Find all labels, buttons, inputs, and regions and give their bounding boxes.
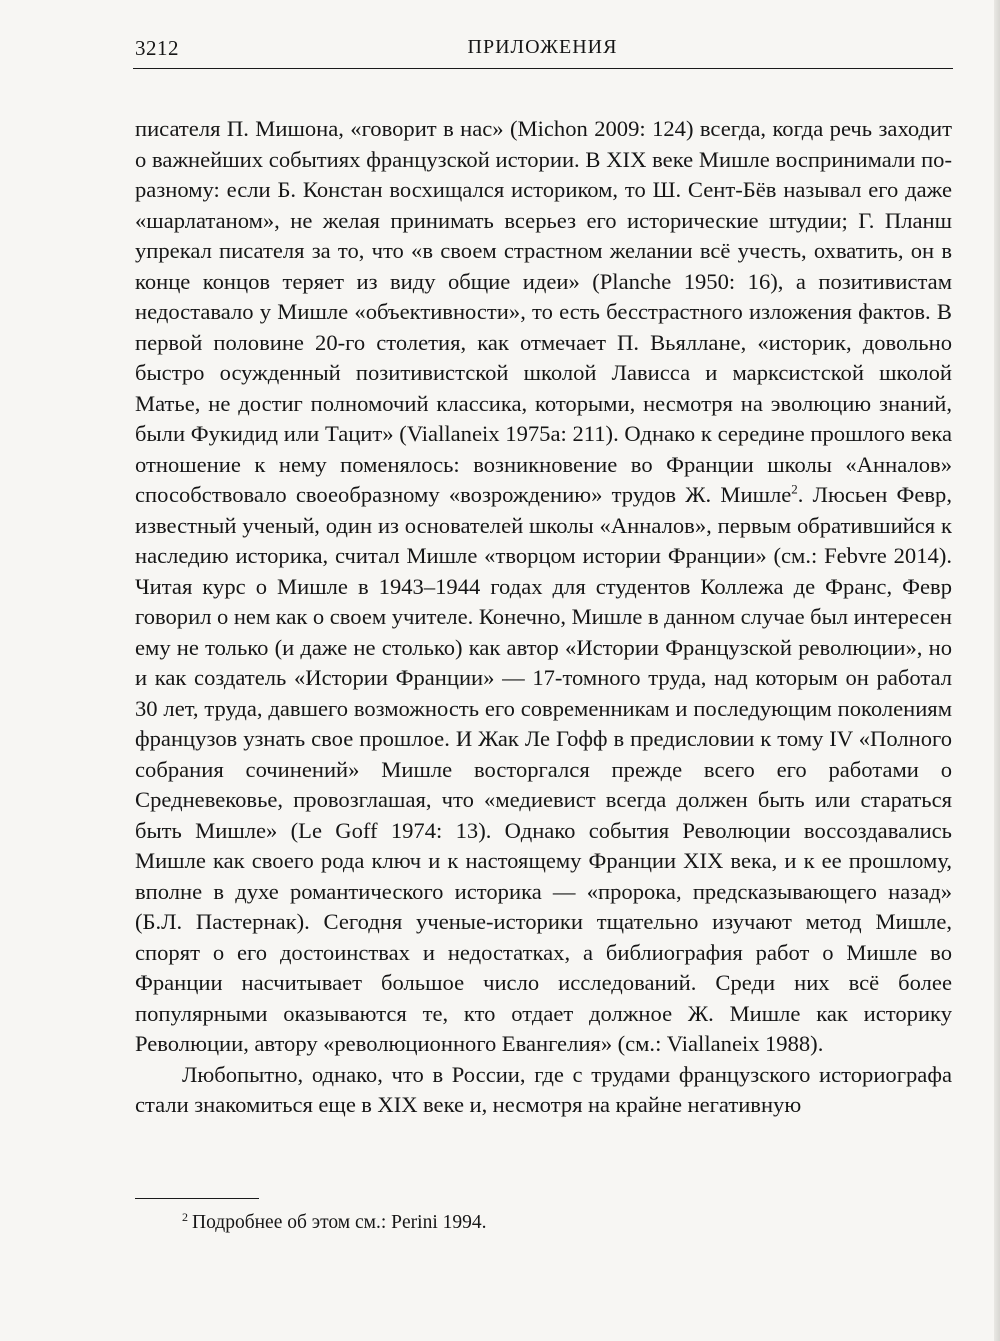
page-number: 3212 <box>135 36 179 60</box>
paragraph-1-text-b: . Люсьен Февр, известный ученый, один из основателей школы «Анналов», первым обратившийся к наследию историка, считал Мишле «творцом истории Франции» (см.: Febvre 2014). Читая курс о Мишле в 1943–1944 годах для студентов Коллежа де Франс, Февр говорил о нем как о своем учителе. Конечно, Мишле в данном случае был интересен ему не только (и даже не столько) как автор «Истории Французской революции», но и как создатель «Истории Франции» — 17-томного труда, над которым он работал 30 лет, труда, давшего возможность его современникам и последующим поколениям французов узнать свое прошлое. И Жак Ле Гофф в предисловии к тому IV «Полного собрания сочинений» Мишле восторгался прежде всего его работами о Средневековье, провозглашая, что «медиевист всегда должен быть или стараться быть Мишле» (Le Goff 1974: 13). Однако события Революции воссоздавались Мишле как своего рода ключ и к настоящему Франции XIX века, и к ее прошлому, вполне в духе романтического историка — «пророка, предсказывающего назад» (Б.Л. Пастернак). Сегодня ученые-историки тщательно изучают метод Мишле, спорят о его достоинствах и недостатках, а библиография работ о Мишле во Франции насчитывает большое число исследований. Среди них всё более популярными оказываются те, кто отдает должное Ж. Мишле как историку Революции, автору «революционного Евангелия» (см.: Viallaneix 1988). <box>135 482 952 1056</box>
page-header <box>135 36 950 70</box>
scan-edge <box>994 0 1000 1341</box>
paragraph-1-text-a: писателя П. Мишона, «говорит в нас» (Michon 2009: 124) всегда, когда речь заходит о важнейших событиях французской истории. В XIX веке Мишле воспринимали по-разному: если Б. Констан восхищался историком, то Ш. Сент-Бёв называл его даже «шарлатаном», не желая принимать всерьез его исторические штудии; Г. Планш упрекал писателя за то, что «в своем страстном желании всё учесть, охватить, он в конце концов теряет из виду общие идеи» (Planche 1950: 16), а позитивистам недоставало у Мишле «объективности», то есть бесстрастного изложения фактов. В первой половине 20-го столетия, как отмечает П. Вьяллане, «историк, довольно быстро осужденный позитивистской школой Лависса и марксистской школой Матье, не достиг полномочий классика, которыми, несмотря на эволюцию знаний, были Фукидид или Тацит» (Viallaneix 1975a: 211). Однако к середине прошлого века отношение к нему поменялось: возникновение во Франции школы «Анналов» способствовало своеобразному «возрождению» трудов Ж. Мишле <box>135 116 952 507</box>
footnote-rule <box>135 1198 259 1199</box>
header-rule <box>133 68 953 69</box>
footnote <box>182 1210 487 1236</box>
footnote-number: 2 <box>182 1209 188 1224</box>
paragraph-1 <box>135 114 952 1060</box>
footnote-text: Подробнее об этом см.: Perini 1994. <box>192 1212 487 1233</box>
main-text <box>135 114 952 1121</box>
footnote-reference: 2 <box>791 481 798 497</box>
paragraph-2: Любопытно, однако, что в России, где с трудами французского историографа стали знакомиться еще в XIX веке и, несмотря на крайне негативную <box>135 1061 952 1117</box>
running-head: ПРИЛОЖЕНИЯ <box>467 36 618 58</box>
